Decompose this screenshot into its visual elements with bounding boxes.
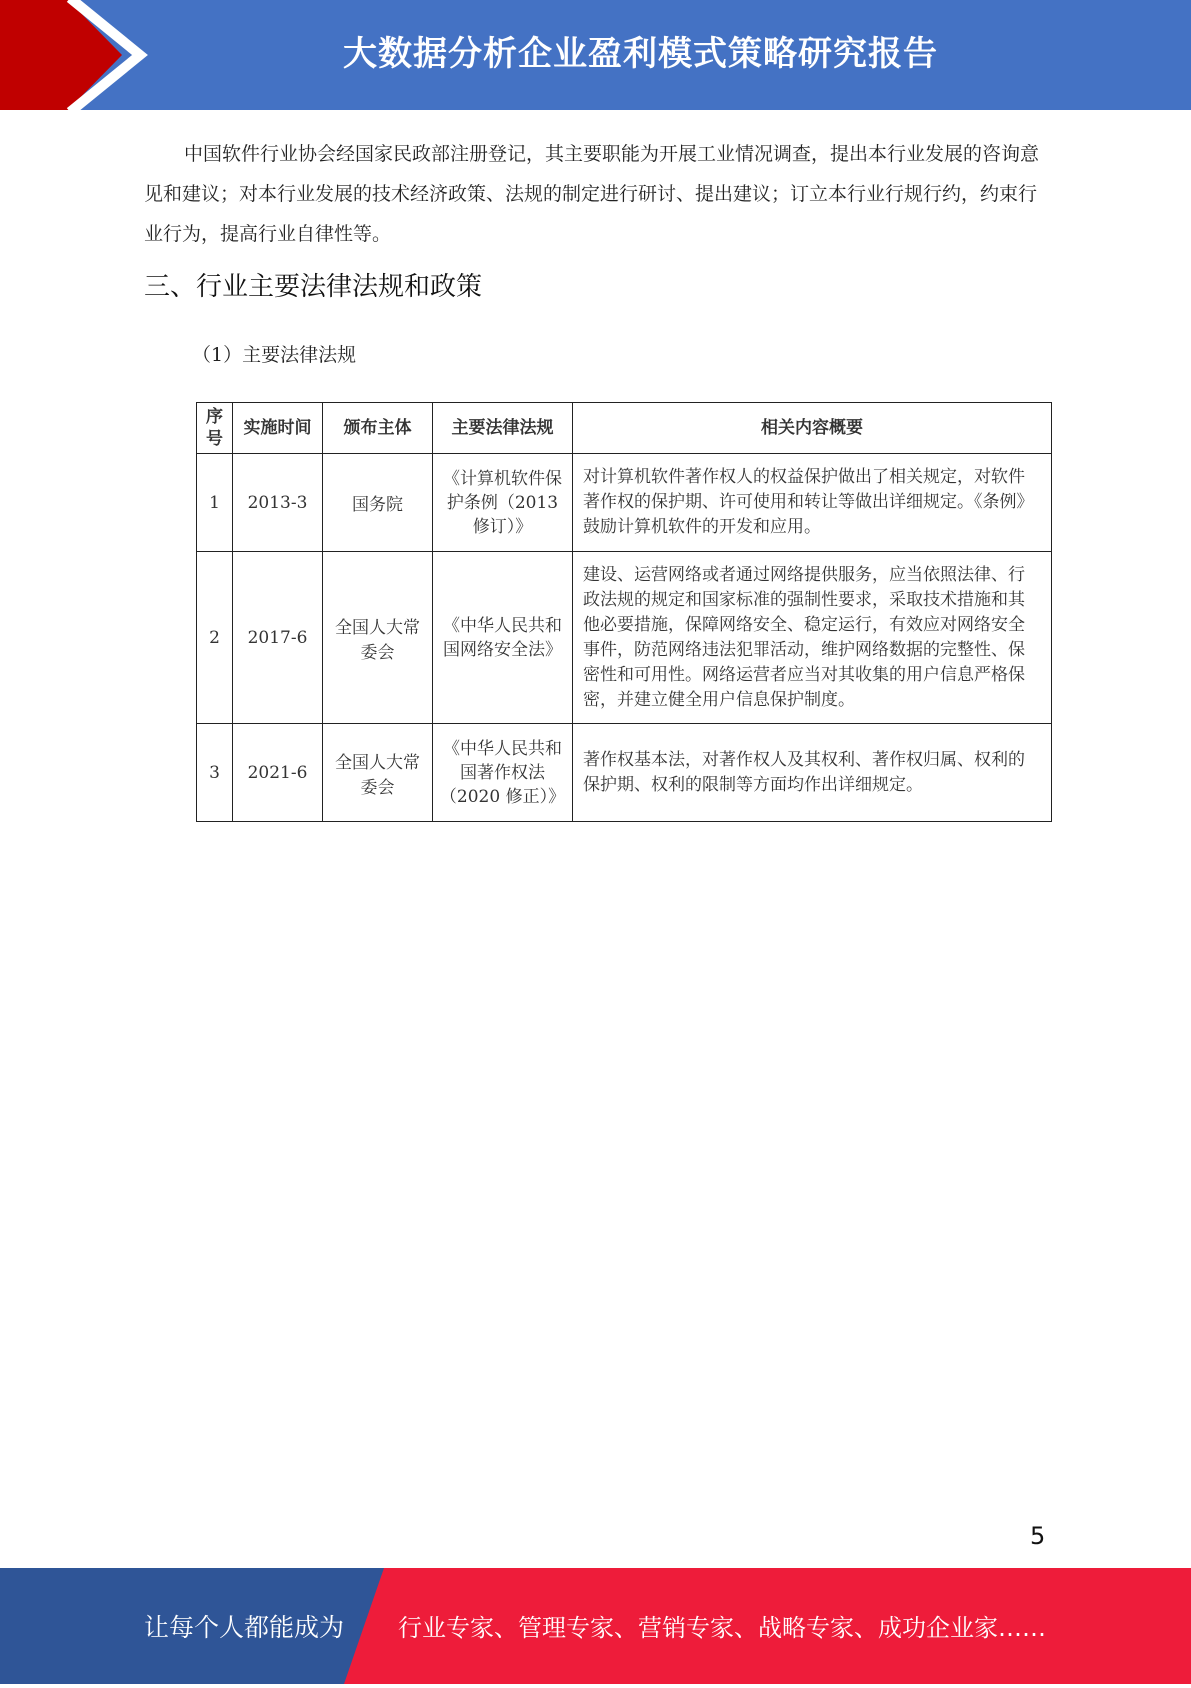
row-law: 《中华人民共和国著作权法（2020 修正）》 [433, 724, 573, 822]
footer-slogan-left: 让每个人都能成为 [144, 1613, 345, 1642]
header-banner [0, 0, 1191, 110]
header-date: 实施时间 [233, 403, 323, 454]
row-law: 《计算机软件保护条例（2013 修订）》 [433, 454, 573, 552]
header-chevron-decoration [0, 0, 150, 110]
header-law: 主要法律法规 [433, 403, 573, 454]
intro-paragraph: 中国软件行业协会经国家民政部注册登记，其主要职能为开展工业情况调查，提出本行业发展的咨询意见和建议；对本行业发展的技术经济政策、法规的制定进行研讨、提出建议；订立本行业行规行约，约束行业行为，提高行业自律性等。 [144, 143, 1040, 245]
page-number: 5 [1030, 1522, 1046, 1550]
header-summary: 相关内容概要 [573, 403, 1052, 454]
row-no: 3 [197, 724, 233, 822]
section-heading: 三、行业主要法律法规和政策 [144, 272, 483, 302]
row-law: 《中华人民共和国网络安全法》 [433, 552, 573, 724]
row-summary: 建设、运营网络或者通过网络提供服务，应当依照法律、行政法规的规定和国家标准的强制性要求，采取技术措施和其他必要措施，保障网络安全、稳定运行，有效应对网络安全事件，防范网络违法犯罪活动，维护网络数据的完整性、保密性和可用性。网络运营者应当对其收集的用户信息严格保密，并建立健全用户信息保护制度。 [573, 552, 1052, 724]
row-issuer: 全国人大常委会 [323, 724, 433, 822]
row-date: 2013-3 [233, 454, 323, 552]
table-row [197, 552, 1052, 724]
row-summary: 著作权基本法，对著作权人及其权利、著作权归属、权利的保护期、权利的限制等方面均作出详细规定。 [573, 724, 1052, 822]
row-no: 1 [197, 454, 233, 552]
header-no: 序号 [197, 403, 233, 454]
table-row [197, 454, 1052, 552]
row-date: 2021-6 [233, 724, 323, 822]
sub-heading: （1）主要法律法规 [192, 344, 357, 366]
row-summary: 对计算机软件著作权人的权益保护做出了相关规定，对软件著作权的保护期、许可使用和转让等做出详细规定。《条例》鼓励计算机软件的开发和应用。 [573, 454, 1052, 552]
header-issuer: 颁布主体 [323, 403, 433, 454]
footer-banner [0, 1568, 1191, 1684]
footer-slogan-right: 行业专家、管理专家、营销专家、战略专家、成功企业家…… [398, 1614, 1046, 1642]
row-no: 2 [197, 552, 233, 724]
laws-table [196, 402, 1052, 822]
report-title: 大数据分析企业盈利模式策略研究报告 [343, 34, 938, 74]
table-header-row [197, 403, 1052, 454]
row-issuer: 国务院 [323, 454, 433, 552]
row-date: 2017-6 [233, 552, 323, 724]
row-issuer: 全国人大常委会 [323, 552, 433, 724]
table-row [197, 724, 1052, 822]
